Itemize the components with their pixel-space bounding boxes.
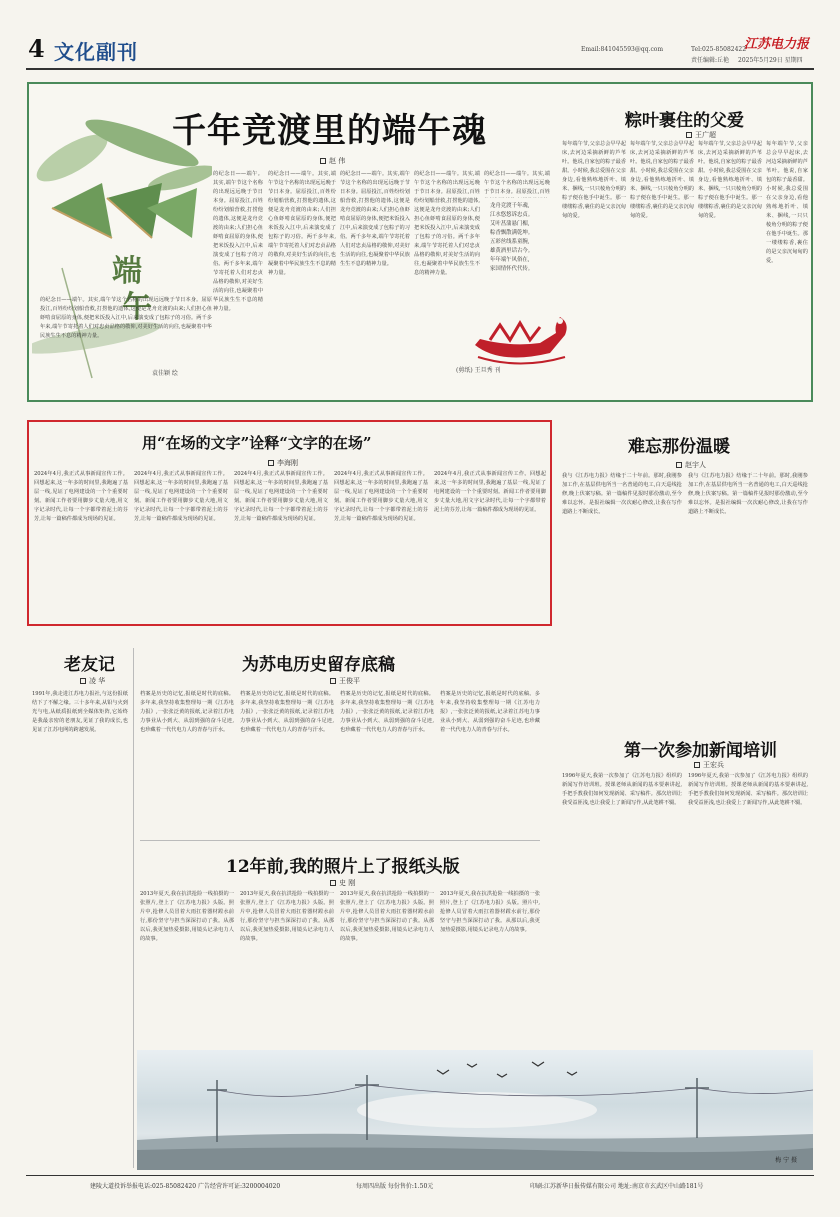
- middle-right-title: 难忘那份温暖: [628, 437, 730, 457]
- top-article-col-1b: 的纪念日——端午。其实,端午节这个名称的出现远远晚于节日本身。屈原投江,百姓纷纷划船营救,打捞他的遗体,这便是龙舟竞渡的由来;人们担心鱼虾啃食屈原的身体,便把米饭投入江中,后来演变成了包粽子的习俗。两千多年来,端午节寄托着人们对忠贞品格的敬仰,对美好生活的向往,也凝聚着中华民族生生不息的精神力量。: [40, 297, 212, 339]
- bottom-mid-col-4: 档案是历史的记忆,报纸是时代的底稿。多年来,我坚持收集整理每一期《江苏电力报》,一张张泛黄的报纸,记录着江苏电力事业从小到大、从弱到强的奋斗足迹,也珍藏着一代代电力人的青春与汗水。: [440, 691, 540, 733]
- middle-left-col-2: 2024年4月,我正式从事新闻宣传工作。回想起来,这一年多的时间里,我跑遍了基层一线,见证了电网建设的一个个重要时刻。新闻工作者要用脚步丈量大地,用文字记录时代,让每一个字都带着泥土的芬芳,让每一篇稿件都成为现场的见证。: [134, 471, 228, 522]
- top-article-col-2: 的纪念日——端午。其实,端午节这个名称的出现远远晚于节日本身。屈原投江,百姓纷纷划船营救,打捞他的遗体,这便是龙舟竞渡的由来;人们担心鱼虾啃食屈原的身体,便把米饭投入江中,后来演变成了包粽子的习俗。两千多年来,端午节寄托着人们对忠贞品格的敬仰,对美好生活的向往,也凝聚着中华民族生生不息的精神力量。: [268, 171, 336, 276]
- top-article-col-1: 的纪念日——端午。其实,端午节这个名称的出现远远晚于节日本身。屈原投江,百姓纷纷划船营救,打捞他的遗体,这便是龙舟竞渡的由来;人们担心鱼虾啃食屈原的身体,便把米饭投入江中,后来演变成了包粽子的习俗。两千多年来,端午节寄托着人们对忠贞品格的敬仰,对美好生活的向往,也凝聚着中华民族生生不息的精神力量。: [213, 171, 263, 312]
- middle-right-author: 赵宇人: [676, 460, 706, 470]
- middle-right-col-2: 我与《江苏电力报》结缘于二十年前。那时,我刚参加工作,在基层供电所当一名普通的电工,白天巡线抢修,晚上伏案写稿。第一篇稿件见报时那份激动,至今难以忘怀。是报社编辑一次次耐心修改,让我在写作道路上不断成长。: [688, 473, 808, 515]
- poem-line: 粽香飘散满乾坤。: [490, 230, 534, 236]
- top-right-col-1: 每年端午节,父亲总会早早起床,去河边采摘新鲜的芦苇叶。他说,自家包的粽子最香甜。小时候,我总爱围在父亲身边,看他熟练地折叶、填米、捆线,一只只棱角分明的粽子便在他手中诞生。那一缕缕粽香,裹住的是父亲沉甸甸的爱。: [562, 141, 626, 219]
- photo-caption: 梅 宁 摄: [775, 1157, 797, 1164]
- poem-line: 龙舟竞渡千年魂,: [490, 203, 530, 209]
- date-line: 2025年5月29日 星期四: [738, 57, 803, 64]
- bottom-center-col-1: 2013年夏天,我在抗洪抢险一线拍摄的一张照片,登上了《江苏电力报》头版。照片中,抢修人员冒着大雨扛着器材蹚水前行,那份坚守与担当深深打动了我。从那以后,我更加热爱摄影,用镜头记录电力人的故事。: [140, 891, 234, 942]
- top-article-author: 赵 伟: [320, 156, 345, 166]
- papercut-caption: (剪纸) 王旦秀 刊: [456, 367, 501, 374]
- footer-left: 建陵大道投诉举报电话:025-85082420 广告经营许可证:3200004020: [90, 1183, 281, 1190]
- top-right-col-4: 每年端午节,父亲总会早早起床,去河边采摘新鲜的芦苇叶。他说,自家包的粽子最香甜。小时候,我总爱围在父亲身边,看他熟练地折叶、填米、捆线,一只只棱角分明的粽子便在他手中诞生。那一缕缕粽香,裹住的是父亲沉甸甸的爱。: [766, 141, 808, 264]
- masthead-rule: [26, 68, 814, 70]
- bottom-right-col-2: 1996年夏天,我第一次参加了《江苏电力报》组织的新闻写作培训班。授课老师从新闻的基本要素讲起,手把手教我们如何发现新闻、采写稿件。那次培训让我受益匪浅,也让我爱上了新闻写作,从此笔耕不辍。: [688, 773, 808, 806]
- footer-rule: [26, 1175, 814, 1176]
- art-caption: 袁佳颖 绘: [152, 370, 178, 377]
- bottom-mid-title: 为苏电历史留存底稿: [242, 655, 395, 675]
- bottom-mid-author: 王俊平: [330, 676, 360, 686]
- bottom-center-col-4: 2013年夏天,我在抗洪抢险一线拍摄的一张照片,登上了《江苏电力报》头版。照片中,抢修人员冒着大雨扛着器材蹚水前行,那份坚守与担当深深打动了我。从那以后,我更加热爱摄影,用镜头记录电力人的故事。: [440, 891, 540, 933]
- paper-logo: 江苏电力报: [744, 37, 810, 52]
- bottom-left-title: 老友记: [64, 655, 115, 675]
- poem-line: 艾叶菖蒲悬门楣,: [490, 221, 530, 227]
- bottom-center-col-2: 2013年夏天,我在抗洪抢险一线拍摄的一张照片,登上了《江苏电力报》头版。照片中,抢修人员冒着大雨扛着器材蹚水前行,那份坚守与担当深深打动了我。从那以后,我更加热爱摄影,用镜头记录电力人的故事。: [240, 891, 334, 942]
- middle-left-col-3: 2024年4月,我正式从事新闻宣传工作。回想起来,这一年多的时间里,我跑遍了基层一线,见证了电网建设的一个个重要时刻。新闻工作者要用脚步丈量大地,用文字记录时代,让每一个字都带着泥土的芬芳,让每一篇稿件都成为现场的见证。: [234, 471, 328, 522]
- editor-line: 责任编辑:丘艳: [691, 57, 730, 64]
- email-line: Email:841045593@qq.com: [581, 46, 664, 53]
- top-article-col-3: 的纪念日——端午。其实,端午节这个名称的出现远远晚于节日本身。屈原投江,百姓纷纷划船营救,打捞他的遗体,这便是龙舟竞渡的由来;人们担心鱼虾啃食屈原的身体,便把米饭投入江中,后来演变成了包粽子的习俗。两千多年来,端午节寄托着人们对忠贞品格的敬仰,对美好生活的向往,也凝聚着中华民族生生不息的精神力量。: [340, 171, 410, 267]
- middle-left-col-1: 2024年4月,我正式从事新闻宣传工作。回想起来,这一年多的时间里,我跑遍了基层一线,见证了电网建设的一个个重要时刻。新闻工作者要用脚步丈量大地,用文字记录时代,让每一个字都带着泥土的芬芳,让每一篇稿件都成为现场的见证。: [34, 471, 128, 522]
- tel-line: Tel:025-85082422: [691, 46, 747, 53]
- bottom-mid-col-3: 档案是历史的记忆,报纸是时代的底稿。多年来,我坚持收集整理每一期《江苏电力报》,一张张泛黄的报纸,记录着江苏电力事业从小到大、从弱到强的奋斗足迹,也珍藏着一代代电力人的青春与汗水。: [340, 691, 434, 733]
- middle-left-col-5: 2024年4月,我正式从事新闻宣传工作。回想起来,这一年多的时间里,我跑遍了基层一线,见证了电网建设的一个个重要时刻。新闻工作者要用脚步丈量大地,用文字记录时代,让每一个字都带着泥土的芬芳,让每一篇稿件都成为现场的见证。: [434, 471, 546, 513]
- bottom-left-author: 凌 华: [80, 676, 105, 686]
- masthead: [26, 30, 814, 66]
- art-char-duan: 端: [112, 254, 142, 289]
- footer-right: 印刷:江苏新华日报传媒有限公司 地址:南京市玄武区中山路181号: [530, 1183, 704, 1190]
- poem-line: 雄黄酒里话古今。: [490, 248, 534, 254]
- page-number: 4: [28, 34, 45, 63]
- section-title: 文化副刊: [54, 40, 138, 64]
- top-right-col-3: 每年端午节,父亲总会早早起床,去河边采摘新鲜的芦苇叶。他说,自家包的粽子最香甜。小时候,我总爱围在父亲身边,看他熟练地折叶、填米、捆线,一只只棱角分明的粽子便在他手中诞生。那一缕缕粽香,裹住的是父亲沉甸甸的爱。: [698, 141, 762, 219]
- poem-block: [490, 202, 554, 292]
- bottom-right-title: 第一次参加新闻培训: [624, 741, 777, 761]
- sunset-photo: [137, 1050, 813, 1170]
- top-article-col-5: 的纪念日——端午。其实,端午节这个名称的出现远远晚于节日本身。屈原投江,百姓: [484, 171, 550, 195]
- power-tower-landscape: [137, 1050, 813, 1170]
- bottom-right-col-1: 1996年夏天,我第一次参加了《江苏电力报》组织的新闻写作培训班。授课老师从新闻的基本要素讲起,手把手教我们如何发现新闻、采写稿件。那次培训让我受益匪浅,也让我爱上了新闻写作,从此笔耕不辍。: [562, 773, 682, 806]
- bottom-mid-col-2: 档案是历史的记忆,报纸是时代的底稿。多年来,我坚持收集整理每一期《江苏电力报》,一张张泛黄的报纸,记录着江苏电力事业从小到大、从弱到强的奋斗足迹,也珍藏着一代代电力人的青春与汗水。: [240, 691, 334, 733]
- top-right-author: 王广超: [686, 130, 716, 140]
- top-right-title: 粽叶裹住的父爱: [625, 111, 744, 131]
- middle-left-author: 李海刚: [268, 458, 298, 468]
- poem-line: 家国情怀代代传。: [490, 266, 534, 272]
- top-article-title: 千年竞渡里的端午魂: [172, 111, 487, 151]
- art-char-wu: 午: [122, 290, 152, 325]
- section-divider: [140, 840, 540, 841]
- footer-mid: 每周四出版 每份售价:1.50元: [356, 1183, 434, 1190]
- middle-right-col-1: 我与《江苏电力报》结缘于二十年前。那时,我刚参加工作,在基层供电所当一名普通的电工,白天巡线抢修,晚上伏案写稿。第一篇稿件见报时那份激动,至今难以忘怀。是报社编辑一次次耐心修改,让我在写作道路上不断成长。: [562, 473, 682, 515]
- top-right-col-2: 每年端午节,父亲总会早早起床,去河边采摘新鲜的芦苇叶。他说,自家包的粽子最香甜。小时候,我总爱围在父亲身边,看他熟练地折叶、填米、捆线,一只只棱角分明的粽子便在他手中诞生。那一缕缕粽香,裹住的是父亲沉甸甸的爱。: [630, 141, 694, 219]
- column-divider: [133, 648, 134, 1168]
- bottom-center-title: 12年前,我的照片上了报纸头版: [226, 857, 460, 877]
- poem-line: 五彩丝线系童腕,: [490, 239, 530, 245]
- bottom-mid-col-1: 档案是历史的记忆,报纸是时代的底稿。多年来,我坚持收集整理每一期《江苏电力报》,一张张泛黄的报纸,记录着江苏电力事业从小到大、从弱到强的奋斗足迹,也珍藏着一代代电力人的青春与汗水。: [140, 691, 234, 733]
- top-article-col-4: 的纪念日——端午。其实,端午节这个名称的出现远远晚于节日本身。屈原投江,百姓纷纷划船营救,打捞他的遗体,这便是龙舟竞渡的由来;人们担心鱼虾啃食屈原的身体,便把米饭投入江中,后来演变成了包粽子的习俗。两千多年来,端午节寄托着人们对忠贞品格的敬仰,对美好生活的向往,也凝聚着中华民族生生不息的精神力量。: [414, 171, 480, 276]
- bottom-right-author: 王宏兵: [694, 760, 724, 770]
- middle-left-title: 用“在场的文字”诠释“文字的在场”: [142, 434, 372, 452]
- bottom-center-author: 史 刚: [330, 878, 355, 888]
- bottom-left-col: 1991年,我走进江苏电力报社,与这份报纸结下了不解之缘。三十多年来,从铅与火到光与电,从纸质报纸到全媒体矩阵,它始终是我最亲密的老朋友,见证了我的成长,也见证了江苏电网的跨越发展。: [32, 691, 128, 733]
- middle-left-col-4: 2024年4月,我正式从事新闻宣传工作。回想起来,这一年多的时间里,我跑遍了基层一线,见证了电网建设的一个个重要时刻。新闻工作者要用脚步丈量大地,用文字记录时代,让每一个字都带着泥土的芬芳,让每一篇稿件都成为现场的见证。: [334, 471, 428, 522]
- poem-line: 江水悠悠诉忠贞。: [490, 212, 534, 218]
- bottom-center-col-3: 2013年夏天,我在抗洪抢险一线拍摄的一张照片,登上了《江苏电力报》头版。照片中,抢修人员冒着大雨扛着器材蹚水前行,那份坚守与担当深深打动了我。从那以后,我更加热爱摄影,用镜头记录电力人的故事。: [340, 891, 434, 942]
- poem-line: 年年端午风俗在,: [490, 257, 530, 263]
